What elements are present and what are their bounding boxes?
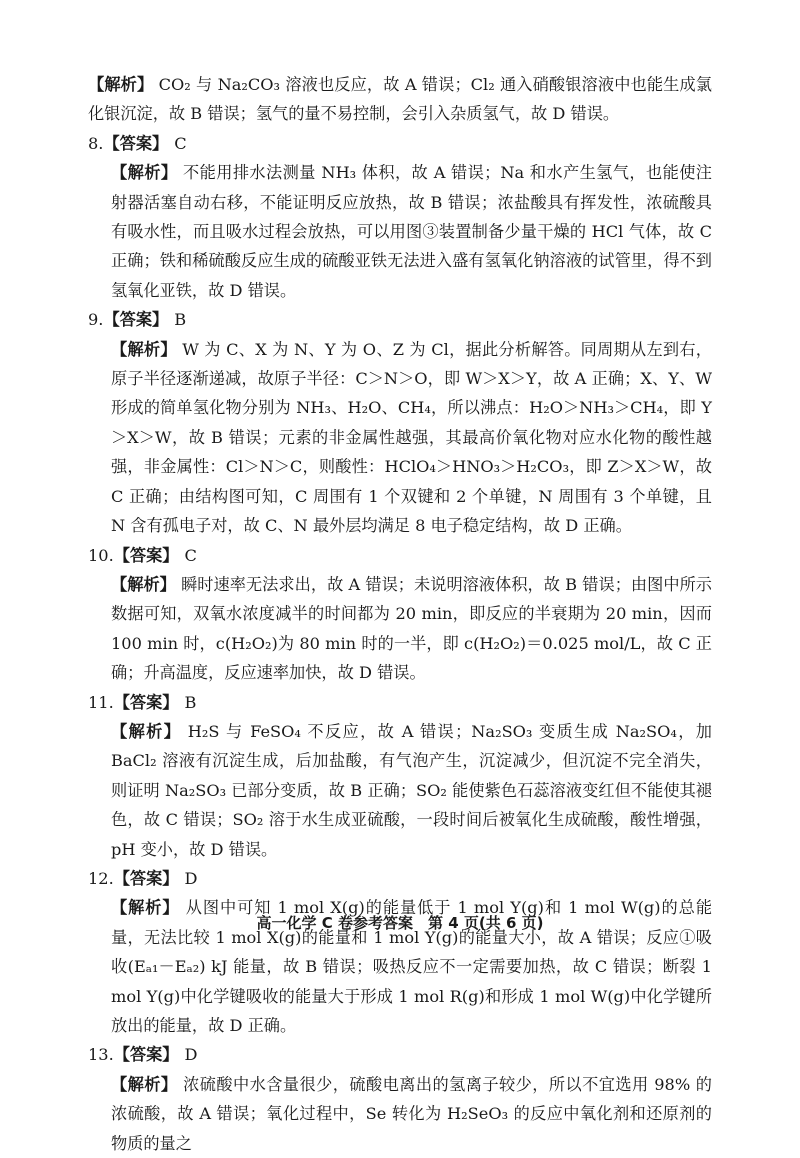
- analysis-text: 不能用排水法测量 NH₃ 体积，故 A 错误；Na 和水产生氢气，也能使注射器活塞自动右移，不能证明反应放热，故 B 错误；浓盐酸具有挥发性，浓硫酸具有吸水性，而且吸水过程会放热，可以用图③装置制备少量干燥的 HCl 气体，故 C 正确；铁和稀硫酸反应生成的硫酸亚铁无法进入盛有氢氧化钠溶液的试管里，得不到氢氧化亚铁，故 D 错误。: [111, 163, 712, 300]
- analysis-tag: 【解析】: [111, 339, 177, 359]
- analysis-text: 从图中可知 1 mol X(g)的能量低于 1 mol Y(g)和 1 mol W(g)的总能量，无法比较 1 mol X(g)的能量和 1 mol Y(g)的能量大小，故 A 错误；反应①吸收(Eₐ₁－Eₐ₂) kJ 能量，故 B 错误；吸热反应不一定需要加热，故 C 错误；断裂 1 mol Y(g)中化学键吸收的能量大于形成 1 mol R(g)和形成 1 mol W(g)中化学键所放出的能量，故 D 正确。: [111, 898, 713, 1035]
- answer-line-q13: [88, 1040, 712, 1069]
- answer-line-q12: [88, 864, 712, 893]
- answer-line-q11: [88, 688, 712, 717]
- question-number: 11.: [88, 692, 114, 712]
- analysis-tag: 【解析】: [111, 721, 182, 741]
- page-footer: 高一化学 C 卷参考答案 第 4 页(共 6 页): [256, 914, 544, 932]
- analysis-tag: 【解析】: [111, 163, 178, 183]
- answer-value: C: [174, 133, 187, 153]
- answer-value: D: [184, 868, 198, 888]
- analysis-tag: 【解析】: [88, 75, 154, 94]
- analysis-tag: 【解析】: [111, 898, 180, 918]
- analysis-tag: 【解析】: [111, 1074, 178, 1094]
- analysis-text: 瞬时速率无法求出，故 A 错误；未说明溶液体积，故 B 错误；由图中所示数据可知，双氧水浓度减半的时间都为 20 min，即反应的半衰期为 20 min，因而 100 min 时，c(H₂O₂)为 80 min 时的一半，即 c(H₂O₂)＝0.025 mol/L，故 C 正确；升高温度，反应速率加快，故 D 错误。: [111, 574, 712, 683]
- analysis-paragraph-q8: [88, 158, 712, 305]
- answer-line-q10: [88, 541, 712, 570]
- analysis-text: H₂S 与 FeSO₄ 不反应，故 A 错误；Na₂SO₃ 变质生成 Na₂SO₄，加 BaCl₂ 溶液有沉淀生成，后加盐酸，有气泡产生，沉淀减少，但沉淀不完全消失，则证明 Na₂SO₃ 已部分变质，故 B 正确；SO₂ 能使紫色石蕊溶液变红但不能使其褪色，故 C 错误；SO₂ 溶于水生成亚硫酸，一段时间后被氧化生成硫酸，酸性增强，pH 变小，故 D 错误。: [111, 721, 712, 859]
- question-number: 8.: [88, 133, 104, 153]
- analysis-text: W 为 C、X 为 N、Y 为 O、Z 为 Cl，据此分析解答。同周期从左到右，原子半径逐渐递减，故原子半径：C＞N＞O，即 W＞X＞Y，故 A 正确；X、Y、W 形成的简单氢化物分别为 NH₃、H₂O、CH₄，所以沸点：H₂O＞NH₃＞CH₄，即 Y＞X＞W，故 B 错误；元素的非金属性越强，其最高价氧化物对应水化物的酸性越强，非金属性：Cl＞N＞C，则酸性：HClO₄＞HNO₃＞H₂CO₃，即 Z＞X＞W，故 C 正确；由结构图可知，C 周围有 1 个双键和 2 个单键，N 周围有 3 个单键，且 N 含有孤电子对，故 C、N 最外层均满足 8 电子稳定结构，故 D 正确。: [111, 339, 712, 536]
- answer-tag: 【答案】: [103, 133, 169, 153]
- answer-value: C: [184, 545, 197, 565]
- analysis-text: 浓硫酸中水含量很少，硫酸电离出的氢离子较少，所以不宜选用 98% 的浓硫酸，故 A 错误；氧化过程中，Se 转化为 H₂SeO₃ 的反应中氧化剂和还原剂的物质的量之: [111, 1074, 712, 1153]
- answer-tag: 【答案】: [103, 310, 169, 330]
- answer-line-q9: [88, 305, 712, 334]
- analysis-paragraph-q7: [88, 70, 712, 129]
- question-number: 9.: [88, 310, 104, 330]
- analysis-text: CO₂ 与 Na₂CO₃ 溶液也反应，故 A 错误；Cl₂ 通入硝酸银溶液中也能生成氯化银沉淀，故 B 错误；氢气的量不易控制，会引入杂质氢气，故 D 错误。: [88, 75, 712, 124]
- answer-value: B: [184, 692, 197, 712]
- analysis-paragraph-q10: [88, 570, 712, 688]
- answer-tag: 【答案】: [113, 868, 179, 888]
- analysis-paragraph-q11: [88, 717, 712, 864]
- answer-tag: 【答案】: [113, 692, 179, 712]
- answer-value: D: [184, 1045, 198, 1065]
- question-number: 13.: [88, 1045, 114, 1065]
- analysis-tag: 【解析】: [111, 574, 176, 594]
- analysis-paragraph-q13: [88, 1070, 712, 1158]
- analysis-paragraph-q9: [88, 335, 712, 541]
- question-number: 10.: [88, 545, 114, 565]
- answer-tag: 【答案】: [113, 1045, 179, 1065]
- answer-line-q8: [88, 129, 712, 158]
- answer-tag: 【答案】: [113, 545, 179, 565]
- answer-value: B: [174, 310, 187, 330]
- question-number: 12.: [88, 868, 114, 888]
